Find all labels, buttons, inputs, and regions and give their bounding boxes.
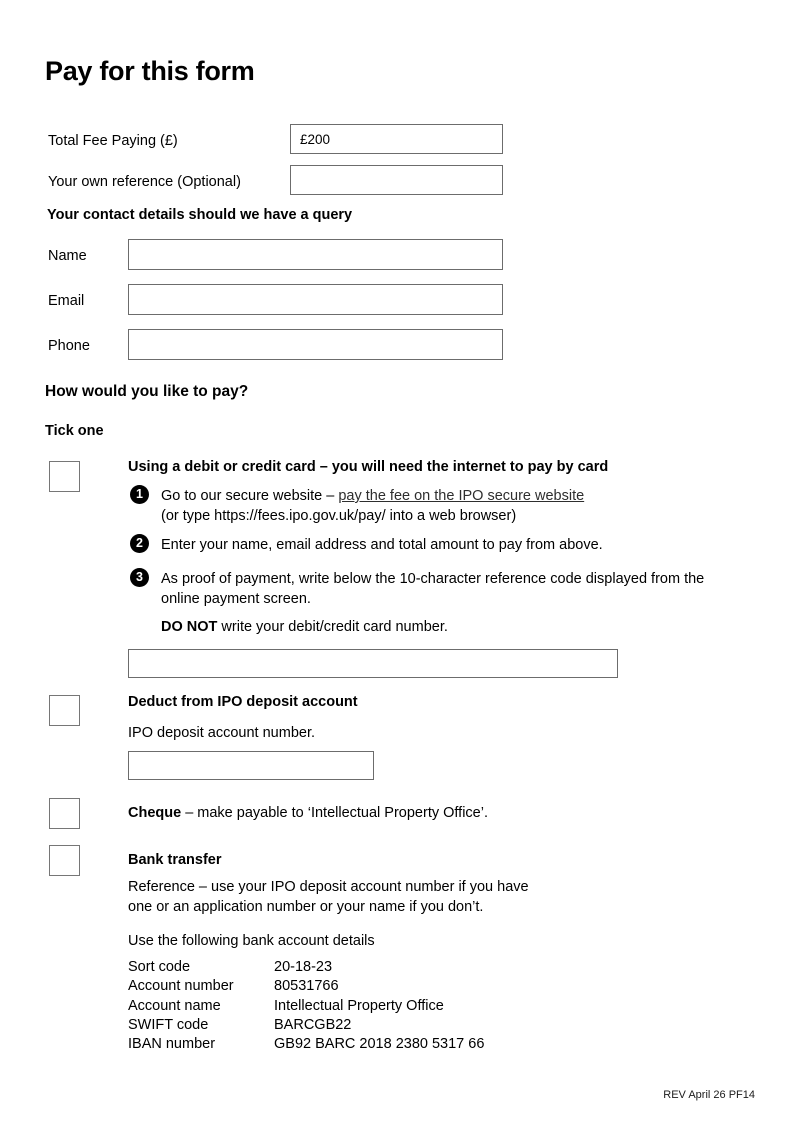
bank-detail-value: BARCGB22 [274, 1016, 352, 1033]
reference-code-input[interactable] [128, 649, 618, 678]
bank-details-table [128, 958, 484, 1054]
card-option-heading: Using a debit or credit card – you will need the internet to pay by card [128, 459, 609, 475]
payment-method-heading: How would you like to pay? [45, 383, 249, 400]
table-row [128, 958, 484, 977]
card-step-3-text: As proof of payment, write below the 10-character reference code displayed from the online payment screen. [161, 571, 705, 607]
bank-detail-key: Account name [128, 997, 221, 1014]
card-step-1-prefix: Go to our secure website – [161, 488, 339, 504]
cheque-option-text [128, 803, 488, 823]
bank-details-body [128, 958, 484, 1054]
name-input[interactable] [128, 239, 503, 270]
own-reference-input[interactable] [290, 165, 503, 195]
card-step-1-text [161, 486, 721, 526]
email-input[interactable] [128, 284, 503, 315]
tick-one-label: Tick one [45, 423, 104, 439]
deposit-account-number-input[interactable] [128, 751, 374, 780]
table-row [128, 977, 484, 996]
name-label: Name [48, 248, 87, 264]
bank-detail-key: IBAN number [128, 1036, 216, 1053]
form-revision-footer: REV April 26 PF14 [663, 1089, 755, 1101]
step-1-badge: 1 [130, 485, 149, 504]
bank-detail-value: 80531766 [274, 978, 339, 995]
do-not-warning [161, 617, 448, 637]
do-not-rest: write your debit/credit card number. [217, 619, 448, 635]
bank-detail-value: Intellectual Property Office [274, 997, 444, 1014]
ipo-secure-website-link[interactable]: pay the fee on the IPO secure website [338, 488, 585, 504]
deposit-account-sub-label: IPO deposit account number. [128, 725, 315, 741]
bank-detail-value: 20-18-23 [274, 959, 333, 975]
bank-reference-line-2: one or an application number or your name if you don’t. [128, 899, 484, 915]
table-row [128, 997, 484, 1016]
step-3-badge: 3 [130, 568, 149, 587]
phone-label: Phone [48, 338, 90, 354]
cheque-rest-text: – make payable to ‘Intellectual Property Office’. [181, 805, 488, 821]
page-title: Pay for this form [45, 56, 255, 86]
card-step-2-text: Enter your name, email address and total amount to pay from above. [161, 537, 603, 553]
total-fee-label: Total Fee Paying (£) [48, 133, 178, 149]
bank-detail-key: Sort code [128, 959, 191, 975]
checkbox-cheque[interactable] [49, 798, 80, 829]
contact-details-heading: Your contact details should we have a query [47, 207, 353, 223]
step-2-badge: 2 [130, 534, 149, 553]
bank-details-intro: Use the following bank account details [128, 933, 375, 949]
bank-reference-line-1: Reference – use your IPO deposit account number if you have [128, 879, 529, 895]
bank-transfer-heading: Bank transfer [128, 852, 222, 868]
checkbox-bank-transfer[interactable] [49, 845, 80, 876]
own-reference-label: Your own reference (Optional) [48, 174, 241, 190]
checkbox-deposit-account[interactable] [49, 695, 80, 726]
bank-detail-key: SWIFT code [128, 1016, 209, 1033]
cheque-bold-label: Cheque [128, 805, 182, 821]
table-row [128, 1016, 484, 1035]
bank-detail-key: Account number [128, 978, 234, 995]
bank-detail-value: GB92 BARC 2018 2380 5317 66 [274, 1036, 485, 1053]
card-step-1-line2: (or type https://fees.ipo.gov.uk/pay/ into a web browser) [161, 508, 517, 524]
checkbox-card-payment[interactable] [49, 461, 80, 492]
table-row [128, 1035, 484, 1054]
do-not-bold: DO NOT [161, 619, 218, 635]
bank-transfer-reference-text [128, 877, 628, 917]
email-label: Email [48, 293, 85, 309]
total-fee-input[interactable] [290, 124, 503, 154]
phone-input[interactable] [128, 329, 503, 360]
deposit-option-heading: Deduct from IPO deposit account [128, 694, 358, 710]
